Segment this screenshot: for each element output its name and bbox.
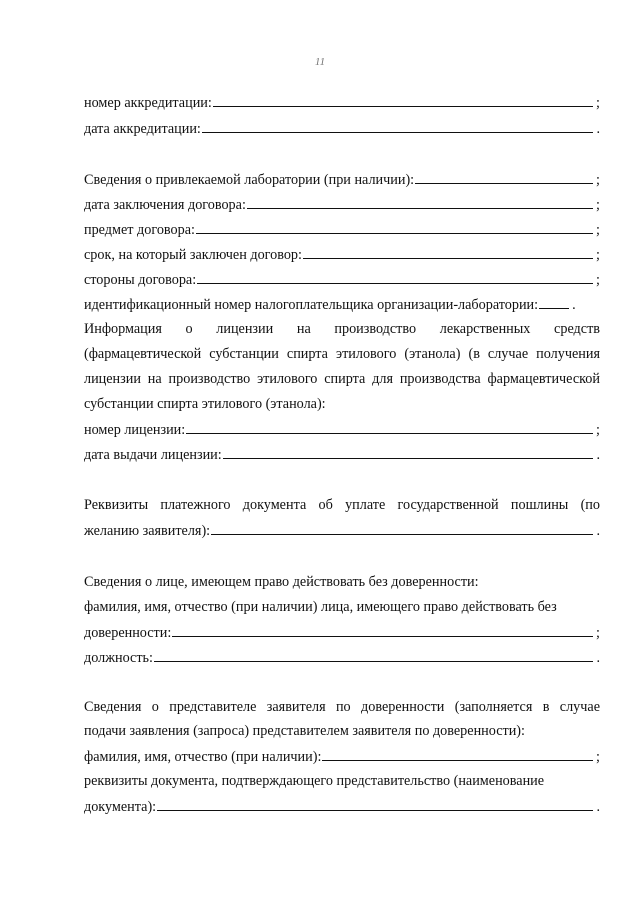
- contract-date-field[interactable]: [247, 195, 593, 209]
- authorized-person-position-line: должность: .: [84, 650, 600, 666]
- representative-doc-label: документа):: [84, 799, 157, 815]
- laboratory-field[interactable]: [415, 170, 593, 184]
- lab-inn-line: идентификационный номер налогоплательщика организации-лаборатории: .: [84, 297, 576, 313]
- authorized-person-fio-field[interactable]: [172, 623, 593, 637]
- contract-date-line: дата заключения договора: ;: [84, 197, 600, 213]
- contract-date-label: дата заключения договора:: [84, 197, 246, 213]
- contract-parties-label: стороны договора:: [84, 272, 197, 288]
- license-issue-date-label: дата выдачи лицензии:: [84, 447, 222, 463]
- representative-line1: Сведения о представителе заявителя по доверенности (заполняется в случае: [84, 699, 600, 715]
- license-info-line1: Информация о лицензии на производство лекарственных средств: [84, 321, 600, 337]
- accreditation-date-label: дата аккредитации:: [84, 121, 201, 137]
- page-number: 11: [314, 56, 326, 68]
- authorized-person-heading: Сведения о лице, имеющем право действовать без доверенности:: [84, 574, 479, 590]
- license-number-field[interactable]: [186, 420, 593, 434]
- license-info-line4: субстанции спирта этилового (этанола):: [84, 396, 326, 412]
- contract-subject-field[interactable]: [196, 220, 593, 234]
- authorized-person-fio-label: доверенности:: [84, 625, 172, 641]
- license-info-line3: лицензии на производство этилового спирта для производства фармацевтической: [84, 371, 600, 387]
- license-info-line2: (фармацевтической субстанции спирта этилового (этанола) (в случае получения: [84, 346, 600, 362]
- laboratory-heading-line: Сведения о привлекаемой лаборатории (при наличии): ;: [84, 172, 600, 188]
- contract-parties-field[interactable]: [197, 270, 593, 284]
- authorized-person-fio-line1: фамилия, имя, отчество (при наличии) лица, имеющего право действовать без: [84, 599, 557, 615]
- contract-term-label: срок, на который заключен договор:: [84, 247, 302, 263]
- accreditation-date-line: дата аккредитации: .: [84, 121, 600, 137]
- contract-parties-line: стороны договора: ;: [84, 272, 600, 288]
- authorized-person-position-field[interactable]: [154, 648, 593, 662]
- representative-line2: подачи заявления (запроса) представителем заявителя по доверенности):: [84, 723, 525, 739]
- payment-line2: желанию заявителя): .: [84, 523, 600, 539]
- representative-doc-line1: реквизиты документа, подтверждающего представительство (наименование: [84, 773, 545, 789]
- payment-label: желанию заявителя):: [84, 523, 211, 539]
- payment-field[interactable]: [211, 521, 593, 535]
- contract-subject-label: предмет договора:: [84, 222, 195, 238]
- representative-fio-field[interactable]: [322, 747, 593, 761]
- lab-inn-field[interactable]: [539, 295, 569, 309]
- contract-term-line: срок, на который заключен договор: ;: [84, 247, 600, 263]
- payment-line1: Реквизиты платежного документа об уплате государственной пошлины (по: [84, 497, 600, 513]
- license-issue-date-field[interactable]: [223, 445, 594, 459]
- license-issue-date-line: дата выдачи лицензии: .: [84, 447, 600, 463]
- accreditation-number-field[interactable]: [213, 93, 593, 107]
- representative-fio-line: фамилия, имя, отчество (при наличии): ;: [84, 749, 600, 765]
- accreditation-date-field[interactable]: [202, 119, 594, 133]
- accreditation-number-line: номер аккредитации: ;: [84, 95, 600, 111]
- accreditation-number-label: номер аккредитации:: [84, 95, 212, 111]
- authorized-person-position-label: должность:: [84, 650, 153, 666]
- representative-doc-field[interactable]: [157, 797, 593, 811]
- representative-fio-label: фамилия, имя, отчество (при наличии):: [84, 749, 322, 765]
- representative-doc-line2: документа): .: [84, 799, 600, 815]
- license-number-line: номер лицензии: ;: [84, 422, 600, 438]
- lab-inn-label: идентификационный номер налогоплательщика организации-лаборатории:: [84, 297, 539, 313]
- laboratory-heading: Сведения о привлекаемой лаборатории (при наличии):: [84, 172, 415, 188]
- authorized-person-fio-line2: доверенности: ;: [84, 625, 600, 641]
- license-number-label: номер лицензии:: [84, 422, 186, 438]
- contract-subject-line: предмет договора: ;: [84, 222, 600, 238]
- contract-term-field[interactable]: [303, 245, 593, 259]
